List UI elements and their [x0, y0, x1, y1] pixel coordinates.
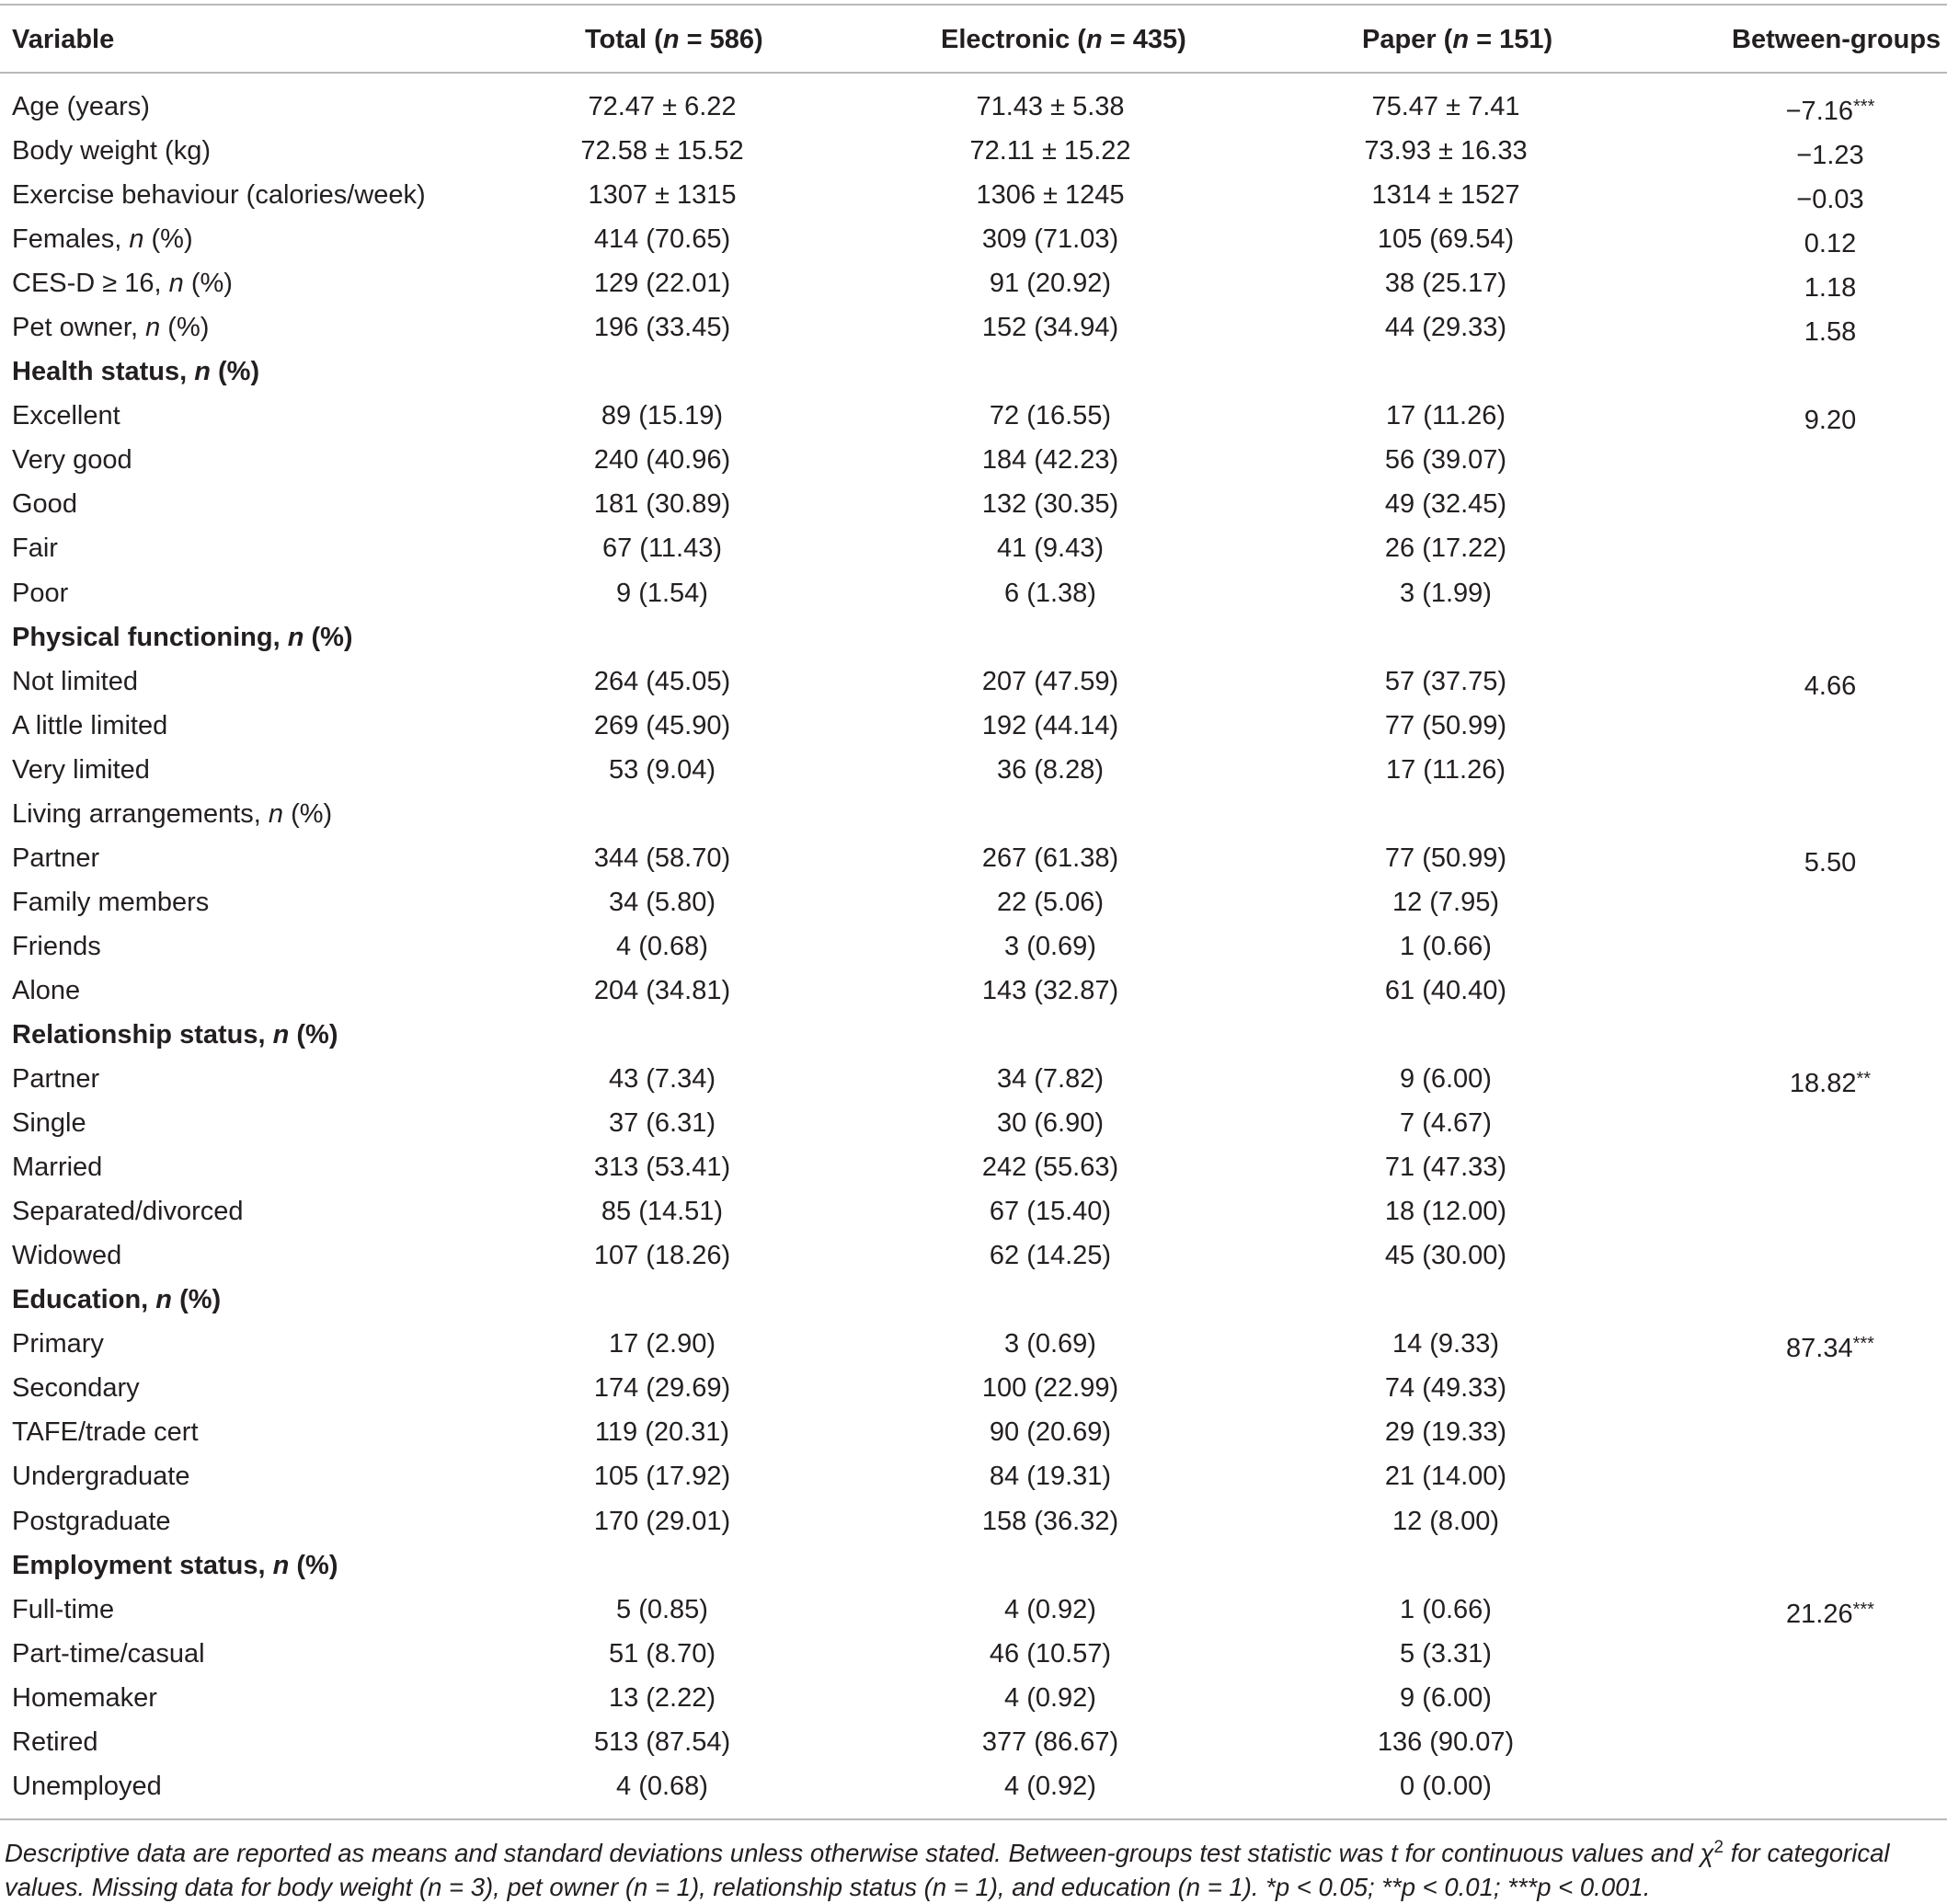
table-body: [0, 85, 1947, 1808]
footnote-text-2: for categorical values. Missing data for body weight (n = 3), pet owner (n = 1), relationship status (n = 1), and education (n = 1). *p < 0.05; **p < 0.01; ***p < 0.001.: [5, 1839, 1890, 1901]
table-row: [0, 924, 1947, 969]
table-row: [0, 1676, 1947, 1720]
significance-stars: ***: [1853, 97, 1875, 117]
between-groups-value: 21.26: [1786, 1599, 1853, 1629]
header-paper-value: = 151): [1469, 25, 1553, 54]
cell-paper: 45 (30.00): [1384, 1241, 1507, 1271]
table-row: [0, 1233, 1947, 1278]
cell-between-groups: [1729, 85, 1931, 133]
cell-electronic: 132 (30.35): [981, 489, 1119, 520]
cell-variable: A little limited: [12, 710, 168, 740]
between-groups-value: −0.03: [1796, 185, 1864, 215]
cell-paper: 17 (11.26): [1385, 401, 1506, 431]
cell-electronic: 72 (16.55): [989, 401, 1112, 431]
cell-paper: 17 (11.26): [1385, 754, 1506, 785]
header-paper: [1362, 11, 1552, 68]
cell-total: 105 (17.92): [593, 1462, 731, 1492]
table-section-row: [0, 615, 1947, 660]
table-row: [0, 571, 1947, 615]
cell-paper: 73.93 ± 16.33: [1364, 136, 1528, 166]
cell-electronic: 90 (20.69): [989, 1417, 1112, 1448]
table-row: [0, 1057, 1947, 1101]
cell-total: 313 (53.41): [593, 1153, 731, 1183]
cell-electronic: 158 (36.32): [981, 1506, 1119, 1536]
cell-electronic: 267 (61.38): [981, 843, 1119, 873]
cell-electronic: 4 (0.92): [1004, 1594, 1096, 1624]
cell-between-groups: [1729, 1322, 1931, 1371]
cell-electronic: 30 (6.90): [996, 1108, 1105, 1139]
table-row: [0, 1322, 1947, 1366]
cell-electronic: 100 (22.99): [981, 1373, 1119, 1404]
cell-variable: Fair: [12, 533, 58, 564]
cell-total: 240 (40.96): [593, 445, 731, 476]
cell-paper: 1 (0.66): [1400, 931, 1492, 961]
table-row: [0, 1720, 1947, 1764]
cell-variable: Employment status, n (%): [12, 1550, 338, 1580]
cell-variable: Part-time/casual: [12, 1638, 205, 1669]
cell-variable: Living arrangements, n (%): [12, 798, 333, 829]
table-row: [0, 1189, 1947, 1233]
cell-electronic: 4 (0.92): [1004, 1682, 1096, 1713]
cell-variable: Primary: [12, 1329, 104, 1359]
table-row: [0, 1499, 1947, 1543]
table-header-row: [0, 11, 1947, 68]
cell-paper: 14 (9.33): [1392, 1329, 1500, 1359]
header-electronic: [941, 11, 1186, 68]
footnote-superscript: 2: [1713, 1838, 1724, 1857]
cell-variable: Very good: [12, 445, 132, 476]
table-row: [0, 1145, 1947, 1189]
cell-electronic: 41 (9.43): [996, 533, 1105, 564]
header-total-value: = 586): [679, 25, 763, 54]
cell-paper: 18 (12.00): [1384, 1197, 1507, 1227]
cell-total: 43 (7.34): [608, 1064, 716, 1095]
table-row: [0, 261, 1947, 305]
between-groups-value: 1.58: [1804, 317, 1857, 348]
cell-paper: 3 (1.99): [1400, 578, 1492, 608]
cell-paper: 105 (69.54): [1377, 224, 1515, 255]
cell-paper: 12 (8.00): [1392, 1506, 1500, 1536]
cell-between-groups: [1729, 1588, 1931, 1636]
cell-total: 119 (20.31): [594, 1417, 730, 1448]
cell-total: 414 (70.65): [593, 224, 731, 255]
table-bottom-rule: [0, 1818, 1947, 1820]
cell-variable: Widowed: [12, 1241, 122, 1271]
table-top-rule: [0, 4, 1947, 6]
cell-variable: Family members: [12, 887, 210, 917]
between-groups-value: 87.34: [1786, 1334, 1853, 1364]
cell-electronic: 46 (10.57): [989, 1638, 1112, 1669]
footnote-text-1: Descriptive data are reported as means and standard deviations unless otherwise stated. Between-groups test statistic was t for continuous values and χ: [5, 1839, 1714, 1867]
cell-total: 72.58 ± 15.52: [580, 136, 744, 166]
header-variable: Variable: [12, 25, 115, 54]
table-row: [0, 792, 1947, 836]
table-row: [0, 1454, 1947, 1498]
cell-between-groups: [1729, 129, 1931, 178]
cell-total: 85 (14.51): [601, 1197, 724, 1227]
cell-variable: Exercise behaviour (calories/week): [12, 180, 426, 211]
cell-electronic: 152 (34.94): [981, 313, 1119, 343]
table-row: [0, 305, 1947, 350]
cell-between-groups: [1729, 261, 1931, 310]
cell-total: 181 (30.89): [593, 489, 731, 520]
cell-variable: Undergraduate: [12, 1462, 190, 1492]
cell-variable: Unemployed: [12, 1771, 162, 1801]
significance-stars: ***: [1852, 1599, 1874, 1620]
table-row: [0, 1101, 1947, 1145]
cell-total: 344 (58.70): [593, 843, 731, 873]
cell-variable: Females, n (%): [12, 224, 193, 255]
cell-total: 107 (18.26): [593, 1241, 731, 1271]
cell-total: 53 (9.04): [608, 754, 716, 785]
cell-electronic: 309 (71.03): [981, 224, 1119, 255]
cell-electronic: 143 (32.87): [981, 975, 1119, 1005]
cell-electronic: 207 (47.59): [981, 666, 1119, 696]
cell-variable: Poor: [12, 578, 69, 608]
cell-variable: Good: [12, 489, 77, 520]
table-row: [0, 85, 1947, 129]
cell-variable: Partner: [12, 843, 100, 873]
cell-variable: Homemaker: [12, 1682, 157, 1713]
cell-total: 9 (1.54): [616, 578, 708, 608]
cell-variable: Secondary: [12, 1373, 140, 1404]
header-electronic-value: = 435): [1102, 25, 1186, 54]
header-electronic-n: n: [1085, 25, 1103, 54]
cell-electronic: 91 (20.92): [989, 269, 1112, 299]
table-row: [0, 1588, 1947, 1632]
cell-total: 204 (34.81): [593, 975, 731, 1005]
table-section-row: [0, 350, 1947, 394]
between-groups-value: 18.82: [1789, 1069, 1857, 1099]
cell-variable: Single: [12, 1108, 86, 1139]
table-row: [0, 748, 1947, 792]
header-between-groups: Between-groups: [1732, 25, 1941, 54]
table-section-row: [0, 1278, 1947, 1322]
cell-total: 72.47 ± 6.22: [588, 92, 737, 121]
cell-electronic: 3 (0.69): [1004, 931, 1096, 961]
table-row: [0, 129, 1947, 173]
cell-between-groups: [1729, 394, 1931, 442]
cell-paper: 57 (37.75): [1384, 666, 1507, 696]
cell-total: 34 (5.80): [608, 887, 716, 917]
cell-between-groups: [1729, 305, 1931, 354]
table-row: [0, 1366, 1947, 1410]
table-footnote: [5, 1830, 1943, 1904]
between-groups-value: −1.23: [1796, 141, 1864, 171]
cell-electronic: 6 (1.38): [1004, 578, 1096, 608]
table-section-row: [0, 1013, 1947, 1057]
cell-variable: Body weight (kg): [12, 136, 211, 166]
cell-paper: 26 (17.22): [1384, 533, 1507, 564]
table-row: [0, 438, 1947, 482]
between-groups-value: 1.18: [1804, 273, 1857, 304]
cell-between-groups: [1729, 217, 1931, 266]
table-row: [0, 836, 1947, 880]
cell-electronic: 34 (7.82): [996, 1064, 1105, 1095]
cell-variable: TAFE/trade cert: [12, 1417, 199, 1448]
cell-total: 67 (11.43): [601, 533, 723, 564]
cell-paper: 75.47 ± 7.41: [1371, 92, 1520, 121]
cell-variable: CES-D ≥ 16, n (%): [12, 269, 233, 299]
cell-variable: Physical functioning, n (%): [12, 622, 353, 652]
table-row: [0, 482, 1947, 526]
between-groups-value: −7.16: [1785, 97, 1854, 126]
cell-electronic: 377 (86.67): [981, 1726, 1119, 1757]
cell-total: 264 (45.05): [593, 666, 731, 696]
cell-variable: Education, n (%): [12, 1285, 222, 1315]
cell-electronic: 67 (15.40): [989, 1197, 1112, 1227]
cell-total: 1307 ± 1315: [588, 180, 737, 211]
table-row: [0, 704, 1947, 748]
cell-electronic: 3 (0.69): [1004, 1329, 1096, 1359]
cell-total: 4 (0.68): [616, 931, 708, 961]
table-row: [0, 1632, 1947, 1676]
cell-variable: Full-time: [12, 1594, 115, 1624]
cell-paper: 21 (14.00): [1384, 1462, 1507, 1492]
cell-total: 4 (0.68): [616, 1771, 708, 1801]
cell-variable: Health status, n (%): [12, 357, 260, 387]
cell-electronic: 4 (0.92): [1004, 1771, 1096, 1801]
cell-electronic: 22 (5.06): [996, 887, 1105, 917]
cell-variable: Married: [12, 1153, 103, 1183]
cell-total: 13 (2.22): [608, 1682, 716, 1713]
cell-total: 51 (8.70): [608, 1638, 716, 1669]
cell-paper: 71 (47.33): [1384, 1153, 1507, 1183]
cell-paper: 44 (29.33): [1384, 313, 1507, 343]
cell-electronic: 192 (44.14): [981, 710, 1119, 740]
cell-between-groups: [1729, 660, 1931, 708]
cell-variable: Very limited: [12, 754, 150, 785]
header-total-n: n: [662, 25, 680, 54]
table-row: [0, 526, 1947, 570]
cell-electronic: 184 (42.23): [981, 445, 1119, 476]
table-header-rule: [0, 72, 1947, 74]
table-row: [0, 660, 1947, 704]
table-row: [0, 394, 1947, 438]
cell-total: 89 (15.19): [601, 401, 724, 431]
cell-electronic: 36 (8.28): [996, 754, 1105, 785]
table-row: [0, 1764, 1947, 1808]
significance-stars: **: [1856, 1069, 1872, 1090]
cell-between-groups: [1729, 173, 1931, 222]
cell-variable: Postgraduate: [12, 1506, 171, 1536]
cell-paper: 1 (0.66): [1400, 1594, 1492, 1624]
between-groups-value: 9.20: [1804, 406, 1857, 436]
table-row: [0, 1410, 1947, 1454]
cell-electronic: 62 (14.25): [989, 1241, 1112, 1271]
cell-between-groups: [1729, 836, 1931, 885]
header-total-label: Total (: [585, 25, 663, 54]
cell-total: 269 (45.90): [593, 710, 731, 740]
cell-paper: 136 (90.07): [1377, 1726, 1515, 1757]
cell-paper: 29 (19.33): [1384, 1417, 1507, 1448]
cell-paper: 61 (40.40): [1384, 975, 1507, 1005]
header-paper-n: n: [1452, 25, 1470, 54]
cell-variable: Not limited: [12, 666, 138, 696]
cell-variable: Alone: [12, 975, 81, 1005]
cell-variable: Separated/divorced: [12, 1197, 244, 1227]
cell-electronic: 242 (55.63): [981, 1153, 1119, 1183]
between-groups-value: 0.12: [1804, 229, 1857, 259]
cell-total: 170 (29.01): [593, 1506, 731, 1536]
cell-variable: Retired: [12, 1726, 98, 1757]
cell-total: 37 (6.31): [608, 1108, 716, 1139]
cell-total: 5 (0.85): [616, 1594, 708, 1624]
cell-total: 174 (29.69): [593, 1373, 731, 1404]
cell-paper: 9 (6.00): [1400, 1682, 1492, 1713]
cell-paper: 77 (50.99): [1384, 710, 1507, 740]
cell-paper: 9 (6.00): [1400, 1064, 1492, 1095]
cell-paper: 12 (7.95): [1392, 887, 1500, 917]
cell-paper: 74 (49.33): [1384, 1373, 1507, 1404]
cell-paper: 5 (3.31): [1400, 1638, 1492, 1669]
cell-between-groups: [1729, 1057, 1931, 1106]
cell-paper: 77 (50.99): [1384, 843, 1507, 873]
table-row: [0, 969, 1947, 1013]
cell-electronic: 71.43 ± 5.38: [976, 92, 1125, 121]
table-row: [0, 173, 1947, 217]
between-groups-value: 4.66: [1804, 671, 1857, 701]
header-total: [585, 11, 763, 68]
cell-paper: 1314 ± 1527: [1371, 180, 1520, 211]
cell-variable: Relationship status, n (%): [12, 1019, 338, 1049]
header-paper-label: Paper (: [1362, 25, 1453, 54]
significance-stars: ***: [1852, 1334, 1874, 1355]
cell-total: 513 (87.54): [593, 1726, 731, 1757]
cell-variable: Excellent: [12, 401, 120, 431]
cell-variable: Friends: [12, 931, 101, 961]
cell-total: 129 (22.01): [593, 269, 731, 299]
between-groups-value: 5.50: [1804, 847, 1857, 877]
cell-variable: Age (years): [12, 92, 150, 121]
cell-paper: 49 (32.45): [1384, 489, 1507, 520]
table-row: [0, 217, 1947, 261]
cell-paper: 56 (39.07): [1384, 445, 1507, 476]
cell-paper: 38 (25.17): [1384, 269, 1507, 299]
header-electronic-label: Electronic (: [941, 25, 1086, 54]
cell-variable: Pet owner, n (%): [12, 313, 210, 343]
cell-electronic: 1306 ± 1245: [976, 180, 1125, 211]
table-section-row: [0, 1543, 1947, 1588]
cell-total: 196 (33.45): [593, 313, 731, 343]
cell-electronic: 72.11 ± 15.22: [969, 136, 1131, 166]
cell-paper: 7 (4.67): [1400, 1108, 1492, 1139]
cell-paper: 0 (0.00): [1400, 1771, 1492, 1801]
cell-electronic: 84 (19.31): [989, 1462, 1112, 1492]
cell-variable: Partner: [12, 1064, 100, 1095]
cell-total: 17 (2.90): [608, 1329, 716, 1359]
table-row: [0, 880, 1947, 924]
